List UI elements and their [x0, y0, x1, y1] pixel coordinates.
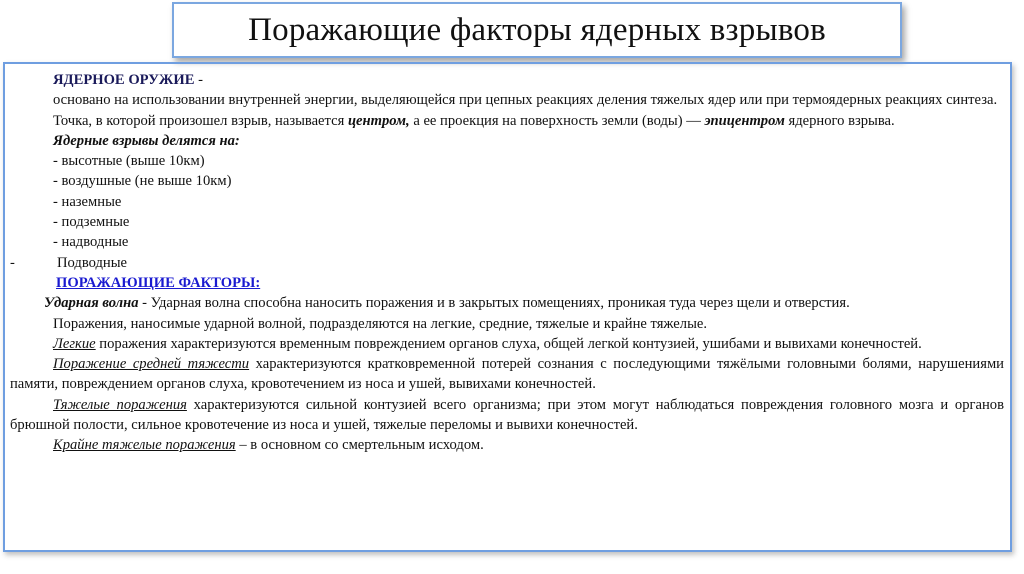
paragraph-extreme [10, 435, 1004, 455]
term-epicenter: эпицентром [704, 112, 785, 129]
list-item-label: Подводные [57, 254, 128, 271]
dash: - [10, 254, 15, 271]
term-medium: Поражение средней тяжести [53, 356, 250, 373]
paragraph-light [10, 334, 1004, 354]
heading-suffix: - [194, 72, 203, 88]
paragraph-medium [10, 354, 1004, 395]
heading: ЯДЕРНОЕ ОРУЖИЕ [53, 72, 195, 88]
list-item: - воздушные (не выше 10км) [53, 173, 232, 190]
term-extreme: Крайне тяжелые поражения [53, 437, 236, 454]
content-box [3, 62, 1012, 552]
term-light: Легкие [53, 335, 96, 352]
slide-title: Поражающие факторы ядерных взрывов [248, 11, 826, 48]
title-box [172, 2, 902, 58]
heading-line [10, 70, 1004, 90]
factors-heading-line [10, 273, 1004, 293]
text: ядерного взрыва. [784, 112, 895, 129]
text: Точка, в которой произошел взрыв, называется [53, 112, 348, 129]
paragraph-definition: основано на использовании внутренней энергии, выделяющейся при цепных реакциях деления тяжелых ядер или при термоядерных реакциях синтеза. [53, 92, 998, 109]
paragraph-shock-wave [10, 293, 1004, 313]
text: а ее проекция на поверхность земли (воды) — [409, 112, 705, 129]
types-heading: Ядерные взрывы делятся на: [53, 132, 240, 149]
paragraph-heavy [10, 395, 1004, 436]
list-item: - высотные (выше 10км) [53, 153, 205, 170]
list-item: - наземные [53, 193, 122, 210]
list-item [10, 253, 1004, 273]
paragraph-center [10, 111, 1004, 131]
text: характеризуются кратковременной потерей сознания с последующими тяжёлыми головными болями, нарушениями памяти, повреждением органов слуха, кровотечением из носа и ушей, вывихами конечностей. [10, 356, 1004, 393]
list-item: - надводные [53, 234, 129, 251]
text: – в основном со смертельным исходом. [235, 437, 484, 454]
term-heavy: Тяжелые поражения [53, 396, 187, 413]
text: - Ударная волна способна наносить поражения и в закрытых помещениях, проникая туда через щели и отверстия. [138, 295, 850, 312]
text: поражения характеризуются временным повреждением органов слуха, общей легкой контузией, ушибами и вывихами конечностей. [95, 335, 922, 352]
term-shock-wave: Ударная волна [44, 295, 139, 312]
text: характеризуются сильной контузией всего организма; при этом могут наблюдаться повреждения головного мозга и органов брюшной полости, сильное кровотечение из носа и ушей, тяжелые переломы и вывихи конечностей. [10, 396, 1004, 434]
list-item: - подземные [53, 214, 130, 231]
term-center: центром, [347, 112, 410, 129]
paragraph-injuries: Поражения, наносимые ударной волной, подразделяются на легкие, средние, тяжелые и крайне тяжелые. [53, 315, 708, 332]
factors-heading[interactable]: ПОРАЖАЮЩИЕ ФАКТОРЫ: [56, 274, 261, 291]
